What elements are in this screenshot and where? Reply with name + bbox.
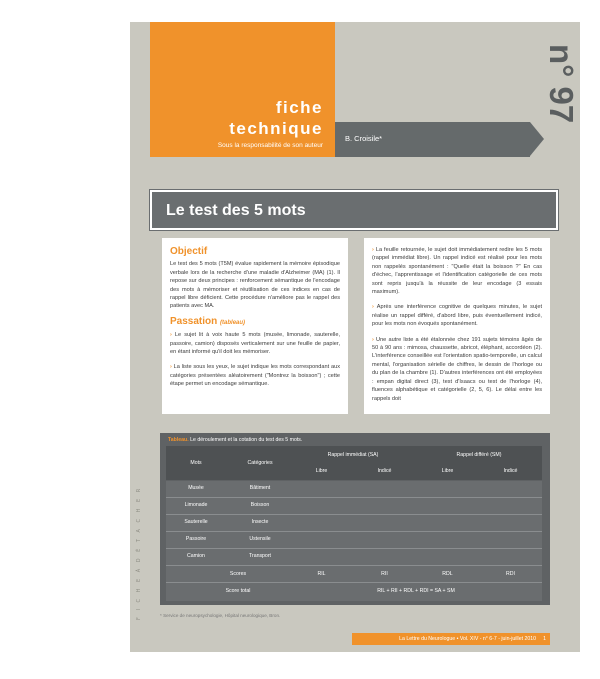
col-header-rappel-immediat: Rappel immédiat (SA) xyxy=(327,452,379,458)
table-cell-mot: Limonade xyxy=(184,502,208,508)
passation-p2-text: La liste sous les yeux, le sujet indique les mots correspondant aux catégories présentées aléatoirement ("Montrez la boisson") ; cette étape permet un encodage sémantique. xyxy=(170,364,340,388)
sidebar-detach-text: F I C H E À D É T A C H E R xyxy=(136,486,142,620)
col-header-categories: Catégories xyxy=(247,460,273,466)
arrow-icon: › xyxy=(372,336,377,343)
passation-p1-text: Le sujet lit à voix haute 5 mots (musée, limonade, sauterelle, passoire, camion) disposés verticalement sur une feuille de papier, en étant informé qu'il doit les mémoriser. xyxy=(170,332,340,356)
passation-heading xyxy=(170,315,340,327)
passation-heading-sub: (tableau) xyxy=(220,319,246,326)
table-header xyxy=(166,446,542,480)
subheader-libre-differe: Libre xyxy=(441,468,454,474)
fiche-title-line1: fiche xyxy=(275,98,323,117)
right-paragraph-3 xyxy=(372,336,542,403)
passation-paragraph-2 xyxy=(170,363,340,388)
issue-number-text: n° 97 xyxy=(543,44,580,124)
subheader-indice-immediat: Indicé xyxy=(377,468,392,474)
score-rii: RII xyxy=(381,571,388,577)
right-p2-text: Après une interférence cognitive de quelques minutes, le sujet réalise un rappel différé, d'abord libre, puis éventuellement indicé, pour les mots non évoqués spontanément. xyxy=(372,304,543,328)
author-arrow-shape xyxy=(530,122,544,156)
right-paragraph-1 xyxy=(372,246,542,296)
table-cell-categorie: Insecte xyxy=(251,519,269,525)
objectif-heading: Objectif xyxy=(170,246,208,257)
left-column xyxy=(162,238,348,414)
right-p1-text: La feuille retournée, le sujet doit immédiatement redire les 5 mots (rappel immédiat libre). Un rappel indicé est réalisé pour les mots non rappelés spontanément : "Quelle était la boisson ?" En cas d'échec, l'apprentissage et l'identification catégorielle de ces mots sont repris jusqu'à la réussite de leur encodage (3 essais maximum). xyxy=(372,247,542,296)
subheader-libre-immediat: Libre xyxy=(315,468,328,474)
fiche-title-line2: technique xyxy=(229,119,323,138)
results-table xyxy=(160,433,550,605)
score-rdl: RDL xyxy=(442,571,453,577)
author-box xyxy=(335,122,530,157)
arrow-icon: › xyxy=(170,364,174,371)
footer-journal: La Lettre du Neurologue • Vol. XIV - n° 6-7 - juin-juillet 2010 xyxy=(399,636,536,642)
title-banner xyxy=(150,190,558,230)
total-formula: RIL + RII + RDL + RDI = SA + SM xyxy=(377,588,455,594)
issue-number xyxy=(544,44,578,144)
footnote: * Service de neuropsychologie, Hôpital neurologique, Bron. xyxy=(160,613,281,618)
passation-paragraph-1 xyxy=(170,331,340,356)
score-rdi: RDI xyxy=(506,571,515,577)
passation-heading-text: Passation xyxy=(170,315,218,327)
table-cell-mot: Passoire xyxy=(185,536,207,542)
right-paragraph-2 xyxy=(372,303,542,328)
score-ril: RIL xyxy=(317,571,326,577)
scores-label: Scores xyxy=(229,571,247,577)
table-caption-label: Tableau. xyxy=(168,437,189,443)
table-caption xyxy=(168,437,302,443)
right-p3-text: Une autre liste a été étalonnée chez 191 sujets témoins âgés de 50 à 90 ans : mimosa, chaussette, abricot, éléphant, accordéon (2). L'interférence conseillée est l'orientation spatio-temporelle, un calcul mental, l'organisation sérielle de chiffres, le dessin de l'horloge ou du plan de la chambre (1). D'autres interférences ont été employées : empan digital direct (3), test d'Isaacs ou test de l'horloge (4), fluences alphabétique et catégorielle (2, 5, 6). Le délai entre les rappels doit xyxy=(372,336,542,402)
col-header-rappel-differe: Rappel différé (SM) xyxy=(456,452,502,458)
table-divider xyxy=(166,548,542,549)
table-cell-mot: Camion xyxy=(187,553,205,559)
table-caption-text: Le déroulement et la cotation du test des 5 mots. xyxy=(190,437,303,443)
arrow-icon: › xyxy=(372,247,376,253)
sidebar-detach-label xyxy=(136,470,148,620)
arrow-icon: › xyxy=(170,332,175,339)
table-cell-mot: Musée xyxy=(188,485,204,491)
table-cell-categorie: Ustensile xyxy=(249,536,271,542)
author-name: B. Croisile* xyxy=(345,134,383,143)
table-divider xyxy=(166,565,542,566)
table-divider xyxy=(166,497,542,498)
footer-bar xyxy=(352,633,550,645)
objectif-text: Le test des 5 mots (T5M) évalue rapidement la mémoire épisodique verbale lors de la recherche d'une maladie d'Alzheimer (MA) (1). Il repose sur deux principes : renforcement sémantique de l'encodage des mots à mémoriser et réutilisation de ces indices en cas de rappel libre déficient. Cette procédure n'améliore pas le rappel des patients avec MA. xyxy=(170,261,340,310)
table-divider xyxy=(166,531,542,532)
col-header-mots: Mots xyxy=(190,460,202,466)
subheader-indice-differe: Indicé xyxy=(503,468,518,474)
table-cell-categorie: Boisson xyxy=(250,502,270,508)
total-label: Score total xyxy=(225,588,251,594)
fiche-header-box xyxy=(150,22,335,157)
right-column xyxy=(364,238,550,414)
table-cell-mot: Sauterelle xyxy=(184,519,208,525)
fiche-subtitle: Sous la responsabilité de son auteur xyxy=(217,142,323,149)
page-number: 1 xyxy=(543,636,546,642)
arrow-icon: › xyxy=(372,304,377,311)
table-cell-categorie: Bâtiment xyxy=(249,485,271,491)
page-title: Le test des 5 mots xyxy=(166,202,306,219)
table-body xyxy=(166,481,542,601)
table-cell-categorie: Transport xyxy=(248,553,271,559)
table-divider xyxy=(166,582,542,583)
table-divider xyxy=(166,514,542,515)
